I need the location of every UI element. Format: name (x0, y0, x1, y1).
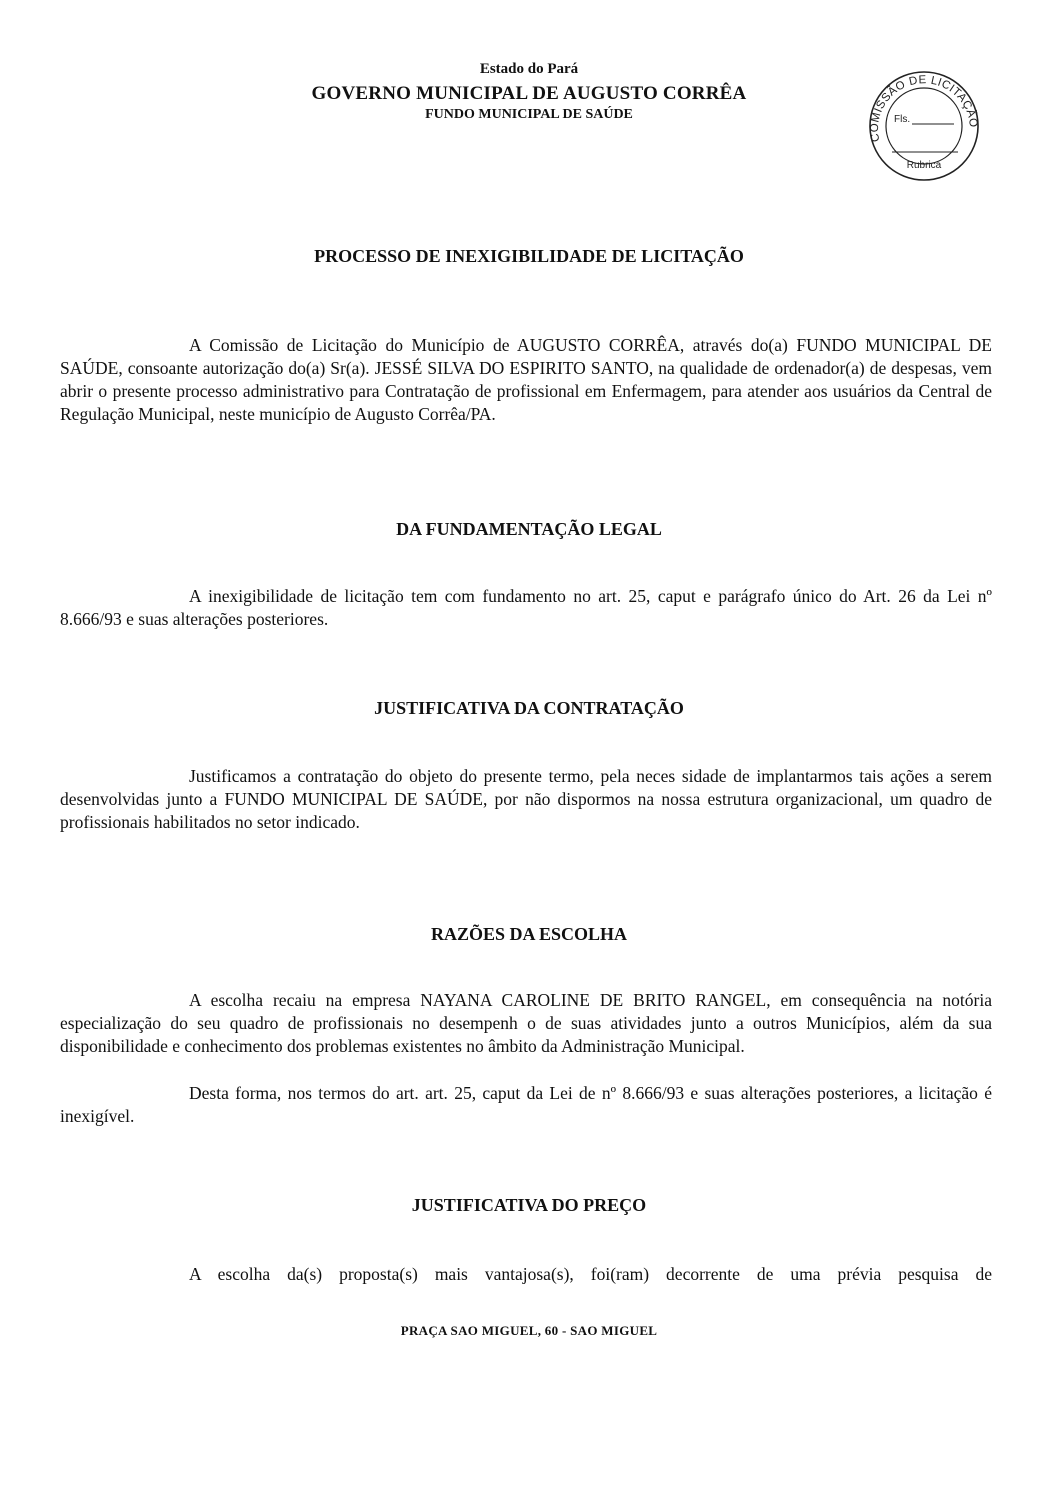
document-title: PROCESSO DE INEXIGIBILIDADE DE LICITAÇÃO (314, 246, 744, 266)
section-heading-justificativa: JUSTIFICATIVA DA CONTRATAÇÃO (374, 698, 684, 718)
section-heading-fundamentacao: DA FUNDAMENTAÇÃO LEGAL (396, 519, 662, 539)
header-fund: FUNDO MUNICIPAL DE SAÚDE (425, 107, 633, 122)
commission-stamp (866, 70, 982, 182)
section-heading-preco: JUSTIFICATIVA DO PREÇO (411, 1195, 647, 1215)
header-state: Estado do Pará (479, 61, 579, 77)
stamp-ring-text: COMISSÃO DE LICITAÇÃO (868, 74, 980, 143)
fundamentacao-paragraph: A inexigibilidade de licitação tem com fundamento no art. 25, caput e parágrafo único do Art. 26 da Lei nº 8.666/93 e suas alterações posteriores. (60, 586, 992, 629)
justificativa-paragraph: Justificamos a contratação do objeto do presente termo, pela neces sidade de implantarmos tais ações a serem desenvolvidas junto a FUNDO MUNICIPAL DE SAÚDE, por não dispormos na nossa estrutura organizacional, um quadro de profissionais habilitados no setor indicado. (60, 766, 992, 832)
section-heading-razoes: RAZÕES DA ESCOLHA (430, 924, 628, 944)
razoes-paragraph-1: A escolha recaiu na empresa NAYANA CAROLINE DE BRITO RANGEL, em consequência na notória especialização do seu quadro de profissionais no desempenh o de suas atividades junto a outros Municípios, além da sua disponibilidade e conhecimento dos problemas existentes no âmbito da Administração Municipal. (60, 990, 992, 1056)
razoes-paragraph-2: Desta forma, nos termos do art. art. 25, caput da Lei de nº 8.666/93 e suas alterações posteriores, a licitação é inexigível. (60, 1083, 992, 1126)
preco-paragraph: A escolha da(s) proposta(s) mais vantajosa(s), foi(ram) decorrente de uma prévia pesquisa de (189, 1264, 992, 1284)
intro-paragraph: A Comissão de Licitação do Município de AUGUSTO CORRÊA, através do(a) FUNDO MUNICIPAL DE SAÚDE, consoante autorização do(a) Sr(a). JESSÉ SILVA DO ESPIRITO SANTO, na qualidade de ordenador(a) de despesas, vem abrir o presente processo administrativo para Contratação de profissional em Enfermagem, para atender aos usuários da Central de Regulação Municipal, neste município de Augusto Corrêa/PA. (60, 335, 992, 424)
stamp-rubrica-label: Rubrica (906, 160, 942, 171)
footer-address: PRAÇA SAO MIGUEL, 60 - SAO MIGUEL (400, 1323, 658, 1338)
header-government: GOVERNO MUNICIPAL DE AUGUSTO CORRÊA (311, 83, 747, 104)
stamp-fls-label: Fls. (894, 114, 911, 125)
